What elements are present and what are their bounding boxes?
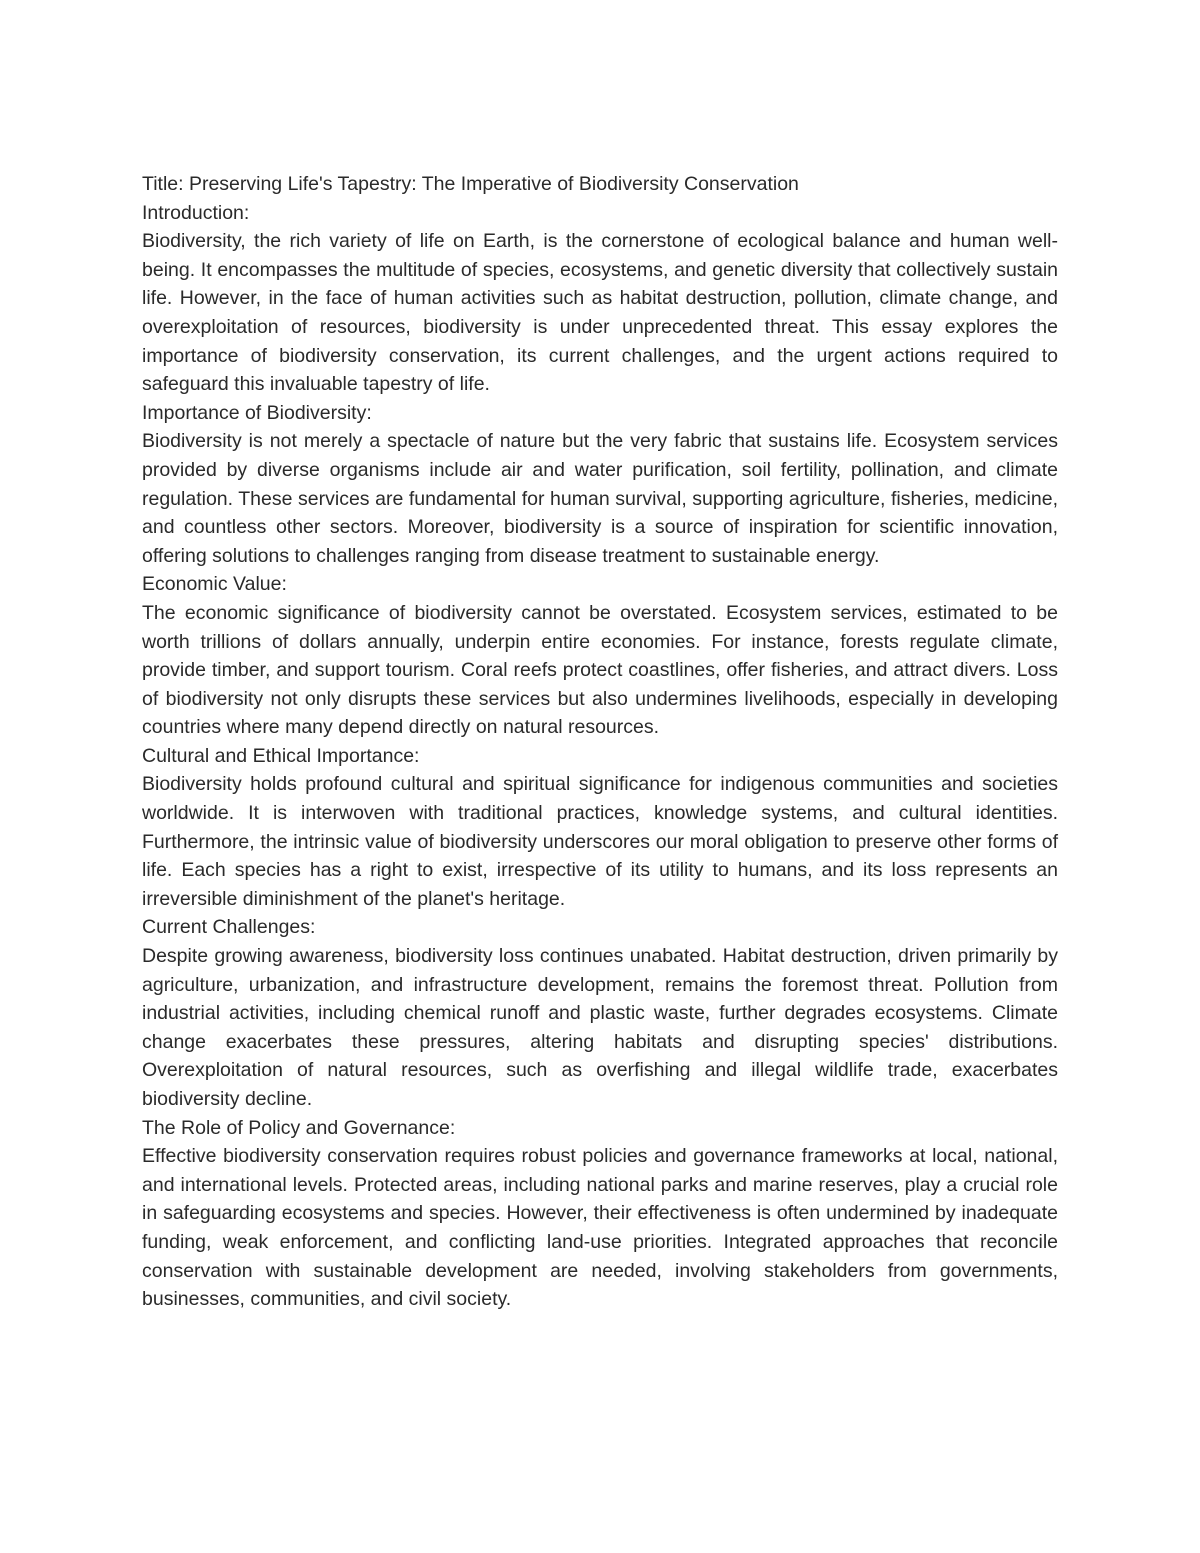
section-paragraph-importance: Biodiversity is not merely a spectacle of nature but the very fabric that sustains life. Ecosystem services provided by diverse organisms include air and water purification, soil fertility, pollination, and climate regulation. These services are fundamental for human survival, supporting agriculture, fisheries, medicine, and countless other sectors. Moreover, biodiversity is a source of inspiration for scientific innovation, offering solutions to challenges ranging from disease treatment to sustainable energy.: [142, 430, 1058, 567]
section-paragraph-economic-value: The economic significance of biodiversity cannot be overstated. Ecosystem services, estimated to be worth trillions of dollars annually, underpin entire economies. For instance, forests regulate climate, provide timber, and support tourism. Coral reefs protect coastlines, offer fisheries, and attract divers. Loss of biodiversity not only disrupts these services but also undermines livelihoods, especially in developing countries where many depend directly on natural resources.: [142, 601, 1058, 739]
section-heading-current-challenges: Current Challenges:: [142, 916, 316, 939]
section-heading-economic-value: Economic Value:: [142, 573, 287, 596]
section-heading-cultural-ethical: Cultural and Ethical Importance:: [142, 744, 420, 767]
section-paragraph-policy-governance: Effective biodiversity conservation requires robust policies and governance frameworks at local, national, and international levels. Protected areas, including national parks and marine reserves, play a crucial role in safeguarding ecosystems and species. However, their effectiveness is often undermined by inadequate funding, weak enforcement, and conflicting land-use priorities. Integrated approaches that reconcile conservation with sustainable development are needed, involving stakeholders from governments, businesses, communities, and civil society.: [142, 1145, 1058, 1311]
section-heading-importance: Importance of Biodiversity:: [142, 401, 372, 424]
section-heading-policy-governance: The Role of Policy and Governance:: [142, 1116, 456, 1139]
document-body: [142, 170, 1058, 1314]
document-title: Title: Preserving Life's Tapestry: The Imperative of Biodiversity Conservation: [142, 173, 799, 195]
section-paragraph-introduction: Biodiversity, the rich variety of life on Earth, is the cornerstone of ecological balance and human well-being. It encompasses the multitude of species, ecosystems, and genetic diversity that collectively sustain life. However, in the face of human activities such as habitat destruction, pollution, climate change, and overexploitation of resources, biodiversity is under unprecedented threat. This essay explores the importance of biodiversity conservation, its current challenges, and the urgent actions required to safeguard this invaluable tapestry of life.: [142, 230, 1058, 396]
section-paragraph-cultural-ethical: Biodiversity holds profound cultural and spiritual significance for indigenous communities and societies worldwide. It is interwoven with traditional practices, knowledge systems, and cultural identities. Furthermore, the intrinsic value of biodiversity underscores our moral obligation to preserve other forms of life. Each species has a right to exist, irrespective of its utility to humans, and its loss represents an irreversible diminishment of the planet's heritage.: [142, 773, 1058, 910]
section-heading-introduction: Introduction:: [142, 201, 250, 224]
section-paragraph-current-challenges: Despite growing awareness, biodiversity loss continues unabated. Habitat destruction, driven primarily by agriculture, urbanization, and infrastructure development, remains the foremost threat. Pollution from industrial activities, including chemical runoff and plastic waste, further degrades ecosystems. Climate change exacerbates these pressures, altering habitats and disrupting species' distributions. Overexploitation of natural resources, such as overfishing and illegal wildlife trade, exacerbates biodiversity decline.: [142, 945, 1058, 1110]
